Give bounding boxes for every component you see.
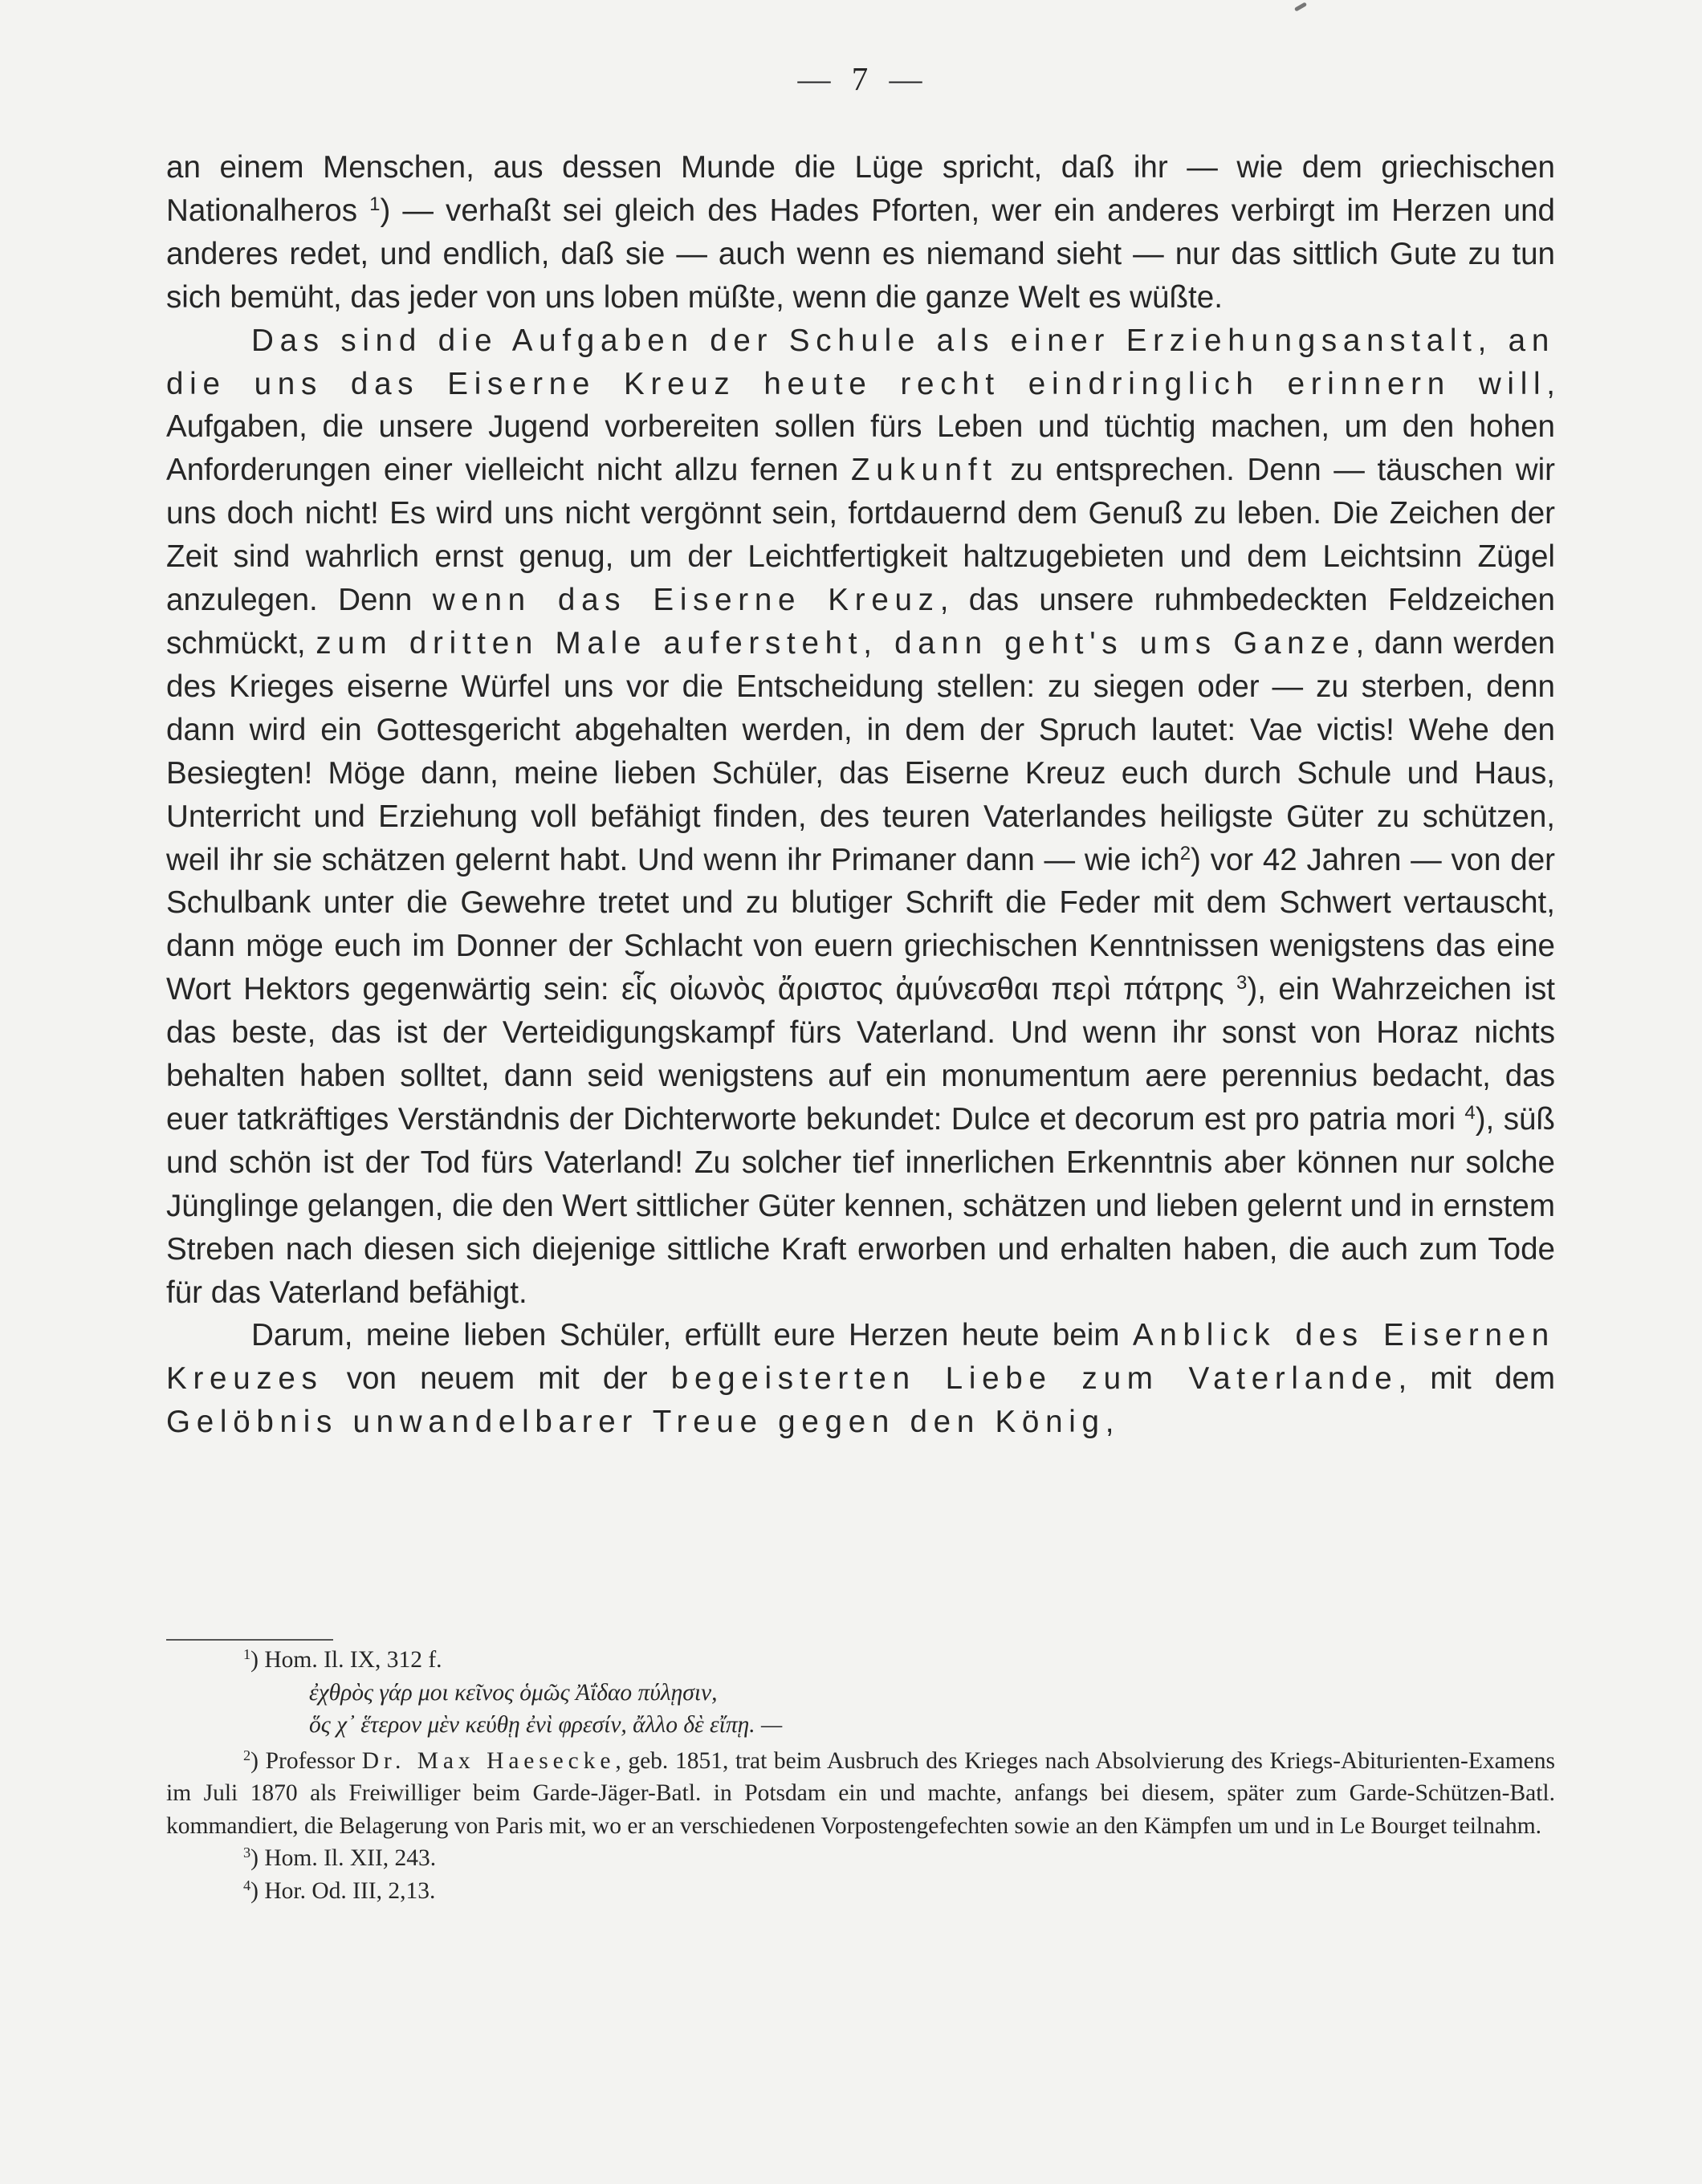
footnote-ref: 1: [369, 193, 381, 215]
spaced-emphasis: Anblick des Eisernen Kreuzes: [166, 1318, 1555, 1397]
footnote-divider: [166, 1639, 333, 1641]
footnote-3: $^3$) Hom. Il. XII, 243.: [243, 1844, 437, 1871]
spaced-name: Dr. Max Haesecke: [361, 1747, 616, 1774]
main-text: [166, 146, 1555, 1444]
spaced-emphasis: begeisterten Liebe zum Vaterlande: [670, 1361, 1399, 1397]
page-number: — 7 —: [797, 60, 929, 97]
footnote-ref: 4: [1464, 1101, 1476, 1124]
spaced-emphasis: zum dritten Male aufersteht, dann geht's ums Ganze: [316, 625, 1356, 661]
footnote-ref: 3: [1236, 972, 1248, 994]
paragraph-3: Darum, meine lieben Schüler, erfüllt eure Herzen heute beim Anblick des Eisernen Kreuzes von neuem mit der begeisterten Liebe zum Vaterlande, mit dem Gelöbnis unwandelbarer Treue gegen den König,: [166, 1318, 1555, 1440]
spaced-emphasis: Zukunft: [851, 453, 998, 488]
footnote-2: $^2$) Professor Dr. Max Haesecke, geb. 1851, trat beim Ausbruch des Krieges nach Absolvierung des Kriegs-Abiturienten-Examens im Juli 1870 als Freiwilliger beim Garde-Jäger-Batl. in Potsdam ein und machte, anfangs bei diesem, später zum Garde-Schützen-Batl. kommandiert, die Belagerung von Paris mit, wo er an verschiedenen Vorpostengefechten sowie an den Kämpfen um und in Le Bourget teilnahm.: [166, 1747, 1556, 1839]
footnote-ref: 2: [1179, 842, 1191, 864]
footnote-verse-1: ἐχθρὸς γάρ μοι κεῖνος ὁμῶς Ἀΐδαο πύλῃσιν,: [309, 1679, 718, 1706]
spaced-emphasis: Gelöbnis unwandelbarer Treue gegen den König: [166, 1405, 1105, 1440]
footnote-1: $^1$) Hom. Il. IX, 312 f.: [243, 1645, 442, 1673]
footnote-verse-2: ὅς χ᾽ ἕτερον μὲν κεύθῃ ἐνὶ φρεσίν, ἄλλο δὲ εἴπῃ. —: [309, 1712, 783, 1738]
paragraph-1: an einem Menschen, aus dessen Munde die Lüge spricht, daß ihr — wie dem griechischen Nationalheros $^1$) — verhaßt sei gleich des Hades Pforten, wer ein anderes verbirgt im Herzen und anderes redet, und endlich, daß sie — auch wenn es niemand sieht — nur das sittlich Gute zu tun sich bemüht, das jeder von uns loben müßte, wenn die ganze Welt es wüßte.: [166, 150, 1555, 315]
greek-quote: εἷς οἰωνὸς ἄριστος ἀμύνεσθαι περὶ πάτρης: [621, 972, 1224, 1007]
ink-speck: [1294, 2, 1307, 11]
footnotes: [166, 1644, 1555, 1907]
paragraph-2: Das sind die Aufgaben der Schule als einer Erziehungsanstalt, an die uns das Eiserne Kreuz heute recht eindringlich erinnern will, Aufgaben, die unsere Jugend vorbereiten sollen fürs Leben und tüchtig machen, um den hohen Anforderungen einer vielleicht nicht allzu fernen Zukunft zu entsprechen. Denn — täuschen wir uns doch nicht! Es wird uns nicht vergönnt sein, fortdauernd dem Genuß zu leben. Die Zeichen der Zeit sind wahrlich ernst genug, um der Leichtfertigkeit haltzugebieten und dem Leichtsinn Zügel anzulegen. Denn wenn das Eiserne Kreuz, das unsere ruhmbedeckten Feldzeichen schmückt, zum dritten Male aufersteht, dann geht's ums Ganze, dann werden des Krieges eiserne Würfel uns vor die Entscheidung stellen: zu siegen oder — zu sterben, denn dann wird ein Gottesgericht abgehalten werden, in dem der Spruch lautet: Vae victis! Wehe den Besiegten! Möge dann, meine lieben Schüler, das Eiserne Kreuz euch durch Schule und Haus, Unterricht und Erziehung voll befähigt finden, des teuren Vaterlandes heiligste Güter zu schützen, weil ihr sie schätzen gelernt habt. Und wenn ihr Primaner dann — wie ich$^2$) vor 42 Jahren — von der Schulbank unter die Gewehre tretet und zu blutiger Schrift die Feder mit dem Schwert vertauscht, dann möge euch im Donner der Schlacht von euern griechischen Kenntnissen wenigstens das eine Wort Hektors gegenwärtig sein: εἷς οἰωνὸς ἄριστος ἀμύνεσθαι περὶ πάτρης $^3$), ein Wahrzeichen ist das beste, das ist der Verteidigungskampf fürs Vaterland. Und wenn ihr sonst von Horaz nichts behalten haben solltet, dann seid wenigstens auf ein monumentum aere perennius bedacht, das euer tatkräftiges Verständnis der Dichterworte bekundet: Dulce et decorum est pro patria mori $^4$), süß und schön ist der Tod fürs Vaterland! Zu solcher tief innerlichen Erkenntnis aber können nur solche Jünglinge gelangen, die den Wert sittlicher Güter kennen, schätzen und lieben gelernt und in ernstem Streben nach diesen sich diejenige sittliche Kraft erworben und erhalten haben, die auch zum Tode für das Vaterland befähigt.: [166, 323, 1556, 1310]
footnote-4: $^4$) Hor. Od. III, 2,13.: [243, 1877, 436, 1904]
spaced-emphasis: Das sind die Aufgaben der Schule als einer Erziehungsanstalt, an die uns das Eiserne Kreuz heute recht eindringlich erinnern will: [166, 323, 1555, 401]
spaced-emphasis: wenn das Eiserne Kreuz: [432, 583, 940, 618]
